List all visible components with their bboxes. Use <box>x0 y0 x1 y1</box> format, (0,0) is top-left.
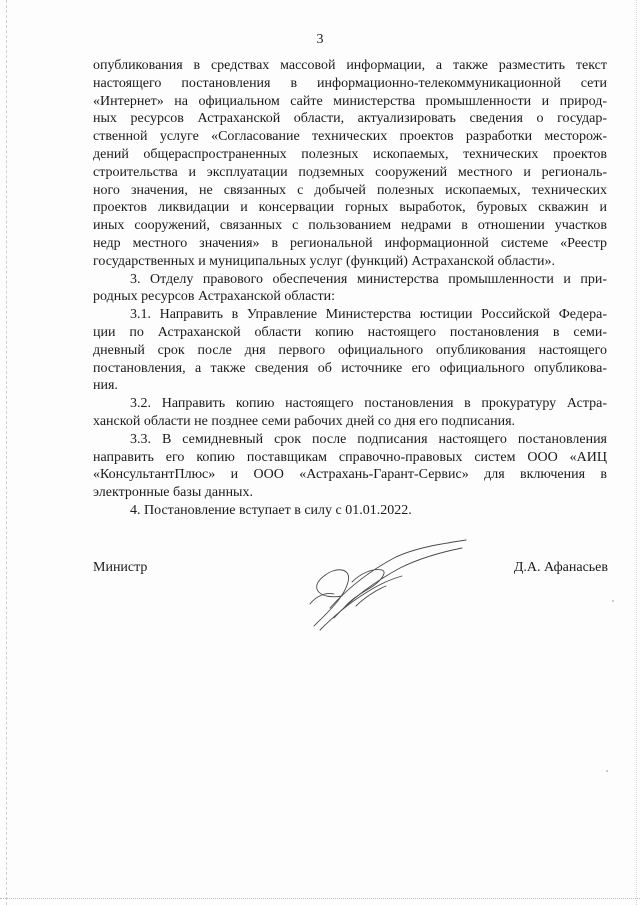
handwritten-signature <box>290 538 470 638</box>
text-line: дневный срок после дня первого официального опубликования настоящего <box>93 342 607 358</box>
text-line: 3. Отделу правового обеспечения министерства промышленности и при- <box>130 271 607 287</box>
text-line: ции по Астраханской области копию настоящего постановления в семи- <box>93 324 607 340</box>
text-line: 4. Постановление вступает в силу с 01.01.2022. <box>130 502 412 518</box>
text-line: направить его копию поставщикам справочно-правовых систем ООО «АИЦ <box>93 449 607 465</box>
text-line: ного значения, не связанных с добычей полезных ископаемых, технических <box>93 182 607 198</box>
text-line: ния. <box>93 378 118 394</box>
scan-edge-left <box>6 0 7 905</box>
text-line: родных ресурсов Астраханской области: <box>93 289 336 305</box>
text-line: ханской области не позднее семи рабочих дней со дня его подписания. <box>93 413 516 429</box>
text-line: 3.2. Направить копию настоящего постановления в прокуратуру Астра- <box>130 396 607 412</box>
text-line: иных сооружений, связанных с пользованием недрами в отношении участков <box>93 218 607 234</box>
text-line: недр местного значения» в региональной информационной системе «Реестр <box>93 235 607 251</box>
text-line: «Интернет» на официальном сайте министерства промышленности и природ- <box>93 93 607 109</box>
scan-edge-bottom <box>0 898 640 899</box>
scan-speck <box>606 770 608 772</box>
text-line: электронные базы данных. <box>93 485 253 501</box>
text-line: дений общераспространенных полезных ископаемых, технических проектов <box>93 146 607 162</box>
text-line: 3.1. Направить в Управление Министерства юстиции Российской Федера- <box>130 307 607 323</box>
text-line: ных ресурсов Астраханской области, актуализировать сведения о государ- <box>93 111 607 127</box>
signatory-name: Д.А. Афанасьев <box>513 560 608 575</box>
text-line: государственных и муниципальных услуг (функций) Астраханской области». <box>93 253 555 269</box>
text-line: «КонсультантПлюс» и ООО «Астрахань-Гарант-Сервис» для включения в <box>93 467 607 483</box>
text-line: ственной услуге «Согласование технических проектов разработки месторож- <box>93 129 607 145</box>
text-line: строительства и эксплуатации подземных сооружений местного и региональ- <box>93 164 607 180</box>
page-number: 3 <box>316 32 324 47</box>
text-line: проектов ликвидации и консервации горных выработок, буровых скважин и <box>93 200 607 216</box>
text-line: 3.3. В семидневный срок после подписания настоящего постановления <box>130 431 607 447</box>
text-line: постановления, а также сведения об источнике его официального опубликова- <box>93 360 607 376</box>
document-body <box>93 57 607 520</box>
scan-speck <box>612 600 614 602</box>
text-line: настоящего постановления в информационно-телекоммуникационной сети <box>93 75 607 91</box>
signatory-title: Министр <box>93 560 148 575</box>
text-line: опубликования в средствах массовой информации, а также разместить текст <box>93 58 607 73</box>
scan-edge-right <box>636 0 637 905</box>
